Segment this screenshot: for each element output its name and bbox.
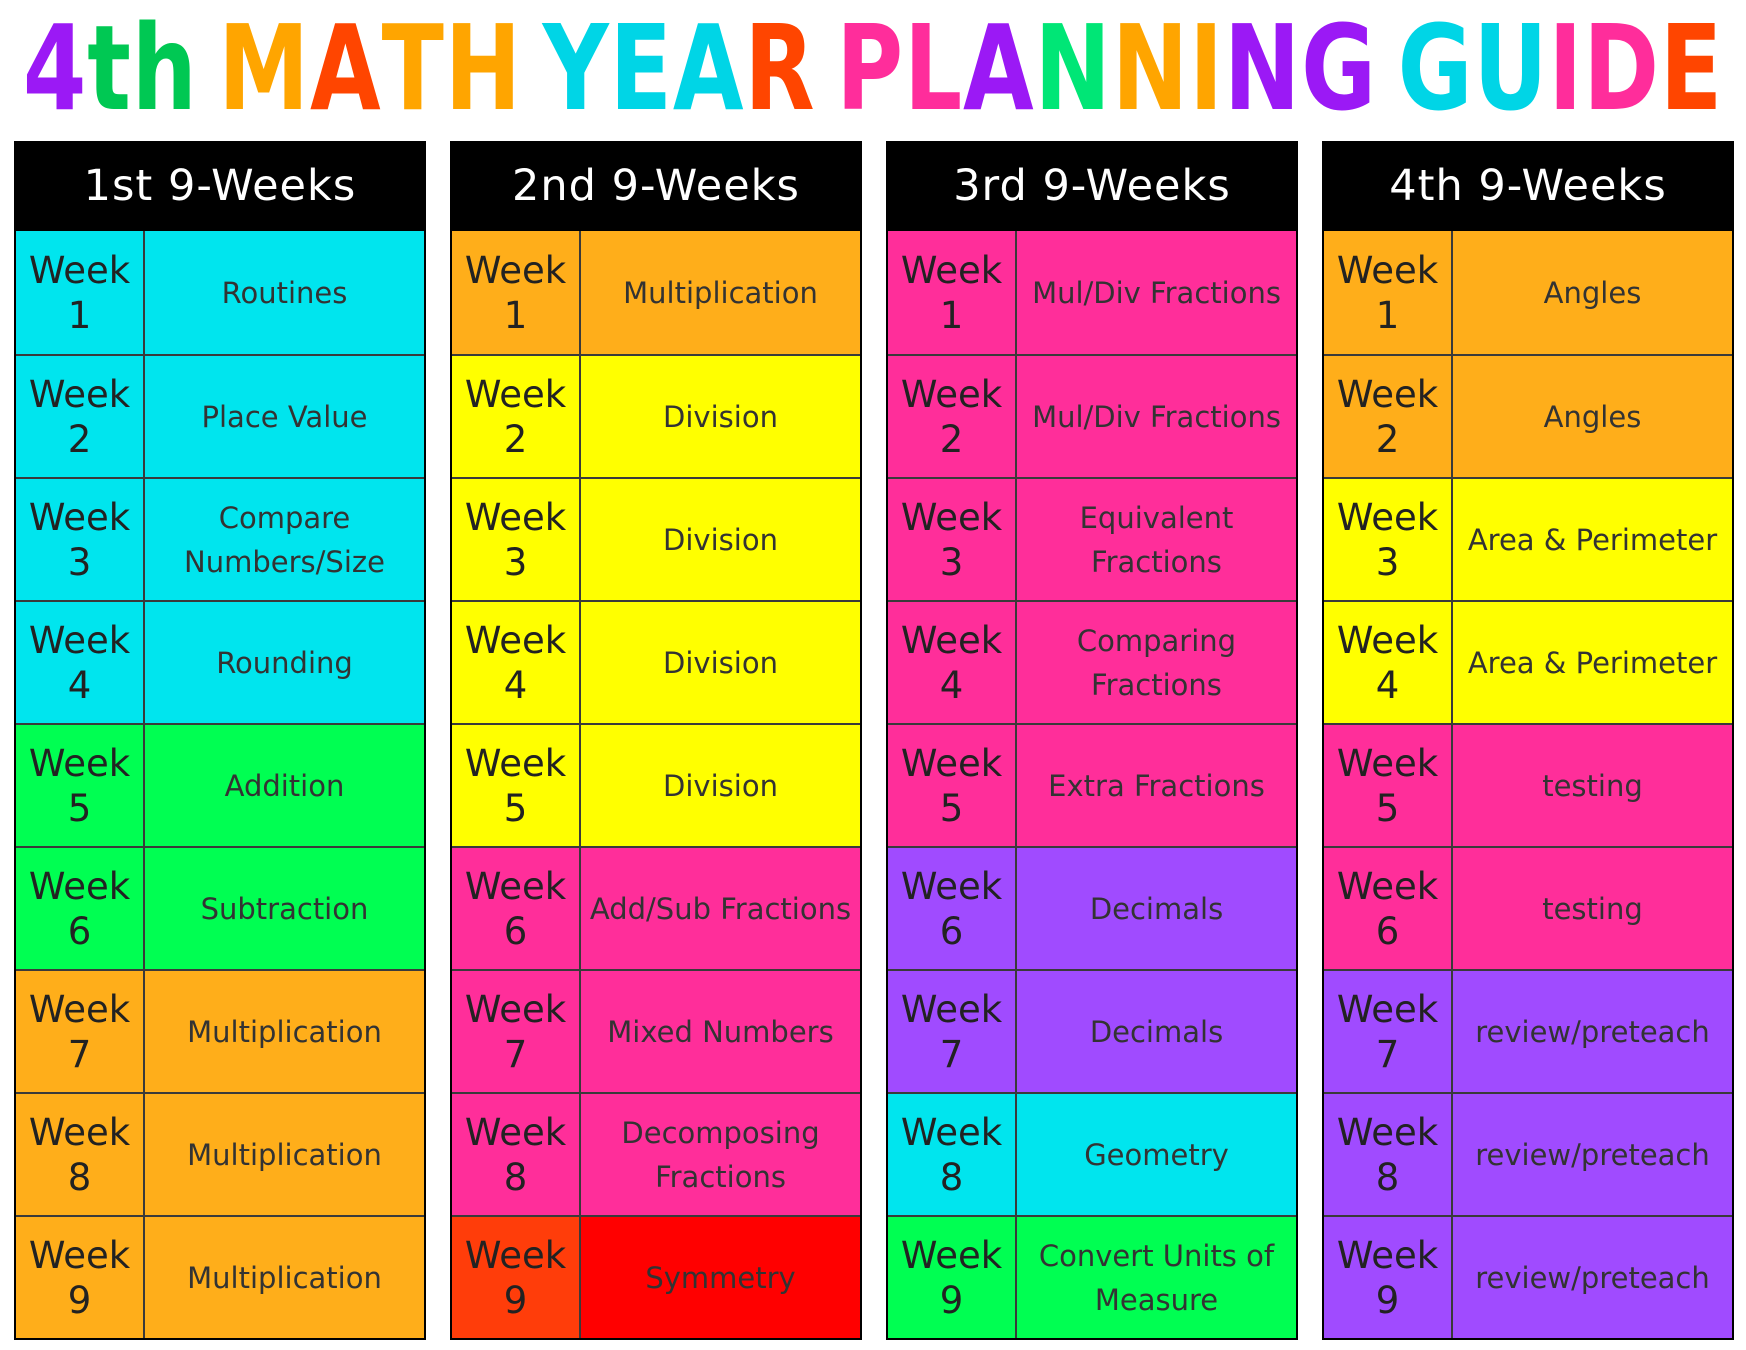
title-letter: R: [744, 0, 816, 137]
topic-cell: Angles: [1453, 356, 1732, 477]
topic-cell: Division: [581, 602, 860, 723]
week-number: 2: [503, 417, 528, 461]
week-number: 6: [1375, 909, 1400, 953]
week-label: Week: [464, 618, 567, 662]
quarter-column: [14, 141, 426, 1340]
week-cell: [1324, 602, 1453, 723]
week-number: 7: [503, 1032, 528, 1076]
week-number: 2: [1375, 417, 1400, 461]
quarter-column: [1322, 141, 1734, 1340]
week-number: 8: [67, 1155, 92, 1199]
week-number: 8: [503, 1155, 528, 1199]
week-row: [1324, 1092, 1732, 1215]
week-row: [452, 1215, 860, 1338]
week-label: Week: [28, 372, 131, 416]
week-cell: [888, 479, 1017, 600]
week-row: [1324, 600, 1732, 723]
week-label: Week: [464, 741, 567, 785]
page-title: [22, 0, 1724, 137]
week-number: 3: [939, 540, 964, 584]
week-cell: [452, 1094, 581, 1215]
week-cell: [888, 1217, 1017, 1338]
week-number: 6: [67, 909, 92, 953]
week-cell: [1324, 848, 1453, 969]
topic-cell: Geometry: [1017, 1094, 1296, 1215]
week-label: Week: [1336, 618, 1439, 662]
week-row: [16, 969, 424, 1092]
week-row: [16, 354, 424, 477]
week-cell: [888, 231, 1017, 354]
week-number: 7: [67, 1032, 92, 1076]
topic-cell: review/preteach: [1453, 1094, 1732, 1215]
week-cell: [1324, 1217, 1453, 1338]
week-label: Week: [1336, 372, 1439, 416]
week-row: [452, 1092, 860, 1215]
week-number: 5: [1375, 786, 1400, 830]
week-row: [16, 477, 424, 600]
week-row: [452, 600, 860, 723]
topic-cell: Rounding: [145, 602, 424, 723]
quarter-header: 3rd 9-Weeks: [888, 141, 1296, 231]
week-cell: [888, 848, 1017, 969]
week-cell: [16, 231, 145, 354]
title-letter: h: [131, 0, 198, 137]
topic-cell: Decomposing Fractions: [581, 1094, 860, 1215]
week-cell: [16, 602, 145, 723]
week-row: [16, 1215, 424, 1338]
week-number: 8: [939, 1155, 964, 1199]
week-row: [16, 723, 424, 846]
topic-cell: review/preteach: [1453, 971, 1732, 1092]
week-row: [888, 846, 1296, 969]
title-letter: H: [444, 0, 522, 137]
topic-cell: Equivalent Fractions: [1017, 479, 1296, 600]
topic-cell: Add/Sub Fractions: [581, 848, 860, 969]
title-letter: G: [1301, 0, 1377, 137]
week-row: [16, 231, 424, 354]
week-label: Week: [464, 495, 567, 539]
week-cell: [16, 971, 145, 1092]
week-row: [16, 600, 424, 723]
week-row: [888, 1215, 1296, 1338]
week-row: [16, 846, 424, 969]
title-letter: T: [381, 0, 445, 137]
week-label: Week: [900, 248, 1003, 292]
title-letter: G: [1397, 0, 1474, 137]
week-number: 5: [939, 786, 964, 830]
week-label: Week: [28, 248, 131, 292]
title-letter: M: [218, 0, 311, 137]
week-row: [888, 1092, 1296, 1215]
week-number: 4: [503, 663, 528, 707]
quarter-header: 4th 9-Weeks: [1324, 141, 1732, 231]
topic-cell: Multiplication: [581, 231, 860, 354]
week-number: 6: [939, 909, 964, 953]
title-letter: D: [1583, 0, 1660, 137]
week-number: 4: [1375, 663, 1400, 707]
week-label: Week: [28, 864, 131, 908]
week-cell: [452, 356, 581, 477]
week-cell: [452, 1217, 581, 1338]
topic-cell: Division: [581, 479, 860, 600]
week-row: [1324, 846, 1732, 969]
week-label: Week: [900, 495, 1003, 539]
week-cell: [1324, 1094, 1453, 1215]
week-cell: [1324, 971, 1453, 1092]
title-letter: U: [1473, 0, 1549, 137]
week-number: 8: [1375, 1155, 1400, 1199]
week-number: 7: [1375, 1032, 1400, 1076]
title-letter: P: [836, 0, 904, 137]
title-letter: Y: [542, 0, 610, 137]
title-letter: A: [310, 0, 382, 137]
title-word: [1397, 0, 1724, 137]
week-number: 2: [67, 417, 92, 461]
week-cell: [16, 356, 145, 477]
title-word: [22, 0, 198, 137]
week-row: [452, 477, 860, 600]
week-cell: [1324, 725, 1453, 846]
week-row: [1324, 1215, 1732, 1338]
week-number: 1: [939, 293, 964, 337]
topic-cell: Mul/Div Fractions: [1017, 356, 1296, 477]
topic-cell: Division: [581, 725, 860, 846]
week-number: 9: [1375, 1278, 1400, 1322]
week-number: 3: [503, 540, 528, 584]
week-number: 6: [503, 909, 528, 953]
week-label: Week: [900, 864, 1003, 908]
topic-cell: Routines: [145, 231, 424, 354]
week-row: [452, 231, 860, 354]
week-cell: [16, 479, 145, 600]
week-cell: [16, 848, 145, 969]
week-label: Week: [464, 248, 567, 292]
title-letter: E: [609, 0, 673, 137]
title-letter: L: [903, 0, 964, 137]
week-label: Week: [28, 618, 131, 662]
title-letter: N: [1223, 0, 1302, 137]
week-label: Week: [464, 1110, 567, 1154]
title-word: [542, 0, 816, 137]
week-row: [1324, 477, 1732, 600]
week-cell: [452, 848, 581, 969]
topic-cell: testing: [1453, 848, 1732, 969]
topic-cell: Decimals: [1017, 848, 1296, 969]
week-row: [1324, 969, 1732, 1092]
week-label: Week: [464, 1233, 567, 1277]
week-cell: [16, 725, 145, 846]
week-label: Week: [900, 372, 1003, 416]
topic-cell: Extra Fractions: [1017, 725, 1296, 846]
week-cell: [452, 971, 581, 1092]
week-cell: [888, 356, 1017, 477]
topic-cell: Mul/Div Fractions: [1017, 231, 1296, 354]
week-label: Week: [900, 987, 1003, 1031]
week-row: [452, 354, 860, 477]
week-label: Week: [1336, 1110, 1439, 1154]
week-number: 9: [67, 1278, 92, 1322]
week-row: [16, 1092, 424, 1215]
week-label: Week: [28, 741, 131, 785]
week-number: 2: [939, 417, 964, 461]
week-number: 1: [1375, 293, 1400, 337]
week-label: Week: [1336, 248, 1439, 292]
topic-cell: Subtraction: [145, 848, 424, 969]
week-label: Week: [464, 987, 567, 1031]
week-row: [1324, 231, 1732, 354]
quarter-column: [450, 141, 862, 1340]
week-cell: [1324, 479, 1453, 600]
topic-cell: review/preteach: [1453, 1217, 1732, 1338]
week-cell: [452, 725, 581, 846]
week-label: Week: [900, 1233, 1003, 1277]
week-number: 1: [503, 293, 528, 337]
week-label: Week: [900, 1110, 1003, 1154]
week-row: [888, 354, 1296, 477]
week-number: 3: [67, 540, 92, 584]
topic-cell: Place Value: [145, 356, 424, 477]
topic-cell: Mixed Numbers: [581, 971, 860, 1092]
week-cell: [16, 1094, 145, 1215]
week-row: [452, 969, 860, 1092]
title-letter: N: [1111, 0, 1190, 137]
week-label: Week: [28, 1110, 131, 1154]
quarter-header: 2nd 9-Weeks: [452, 141, 860, 231]
title-word: [218, 0, 522, 137]
title-letter: A: [963, 0, 1035, 137]
title-letter: t: [87, 0, 132, 137]
week-number: 9: [503, 1278, 528, 1322]
week-cell: [888, 725, 1017, 846]
week-cell: [888, 1094, 1017, 1215]
week-cell: [452, 602, 581, 723]
week-row: [888, 600, 1296, 723]
title-letter: 4: [22, 0, 88, 137]
week-label: Week: [1336, 864, 1439, 908]
topic-cell: Division: [581, 356, 860, 477]
week-label: Week: [1336, 987, 1439, 1031]
week-number: 4: [939, 663, 964, 707]
week-row: [1324, 723, 1732, 846]
title-letter: I: [1189, 0, 1224, 137]
week-cell: [1324, 356, 1453, 477]
week-number: 9: [939, 1278, 964, 1322]
week-label: Week: [464, 372, 567, 416]
topic-cell: Decimals: [1017, 971, 1296, 1092]
week-label: Week: [900, 741, 1003, 785]
quarter-column: [886, 141, 1298, 1340]
week-label: Week: [1336, 1233, 1439, 1277]
week-label: Week: [1336, 741, 1439, 785]
week-label: Week: [464, 864, 567, 908]
topic-cell: Area & Perimeter: [1453, 479, 1732, 600]
week-row: [452, 723, 860, 846]
week-label: Week: [28, 987, 131, 1031]
week-cell: [1324, 231, 1453, 354]
week-number: 5: [503, 786, 528, 830]
week-number: 5: [67, 786, 92, 830]
week-cell: [888, 971, 1017, 1092]
topic-cell: Compare Numbers/Size: [145, 479, 424, 600]
topic-cell: Multiplication: [145, 971, 424, 1092]
week-label: Week: [1336, 495, 1439, 539]
topic-cell: Addition: [145, 725, 424, 846]
topic-cell: Area & Perimeter: [1453, 602, 1732, 723]
topic-cell: testing: [1453, 725, 1732, 846]
week-row: [888, 231, 1296, 354]
topic-cell: Convert Units of Measure: [1017, 1217, 1296, 1338]
title-letter: I: [1548, 0, 1584, 137]
week-number: 7: [939, 1032, 964, 1076]
week-row: [452, 846, 860, 969]
week-cell: [452, 479, 581, 600]
title-word: [836, 0, 1377, 137]
topic-cell: Multiplication: [145, 1094, 424, 1215]
topic-cell: Comparing Fractions: [1017, 602, 1296, 723]
week-row: [888, 477, 1296, 600]
week-row: [888, 723, 1296, 846]
week-label: Week: [28, 495, 131, 539]
topic-cell: Multiplication: [145, 1217, 424, 1338]
week-row: [888, 969, 1296, 1092]
week-cell: [888, 602, 1017, 723]
topic-cell: Angles: [1453, 231, 1732, 354]
quarter-header: 1st 9-Weeks: [16, 141, 424, 231]
week-cell: [452, 231, 581, 354]
week-cell: [16, 1217, 145, 1338]
week-number: 1: [67, 293, 92, 337]
title-letter: N: [1034, 0, 1112, 137]
week-label: Week: [28, 1233, 131, 1277]
title-letter: A: [672, 0, 745, 137]
week-label: Week: [900, 618, 1003, 662]
week-number: 4: [67, 663, 92, 707]
title-letter: E: [1659, 0, 1724, 137]
topic-cell: Symmetry: [581, 1217, 860, 1338]
week-row: [1324, 354, 1732, 477]
week-number: 3: [1375, 540, 1400, 584]
